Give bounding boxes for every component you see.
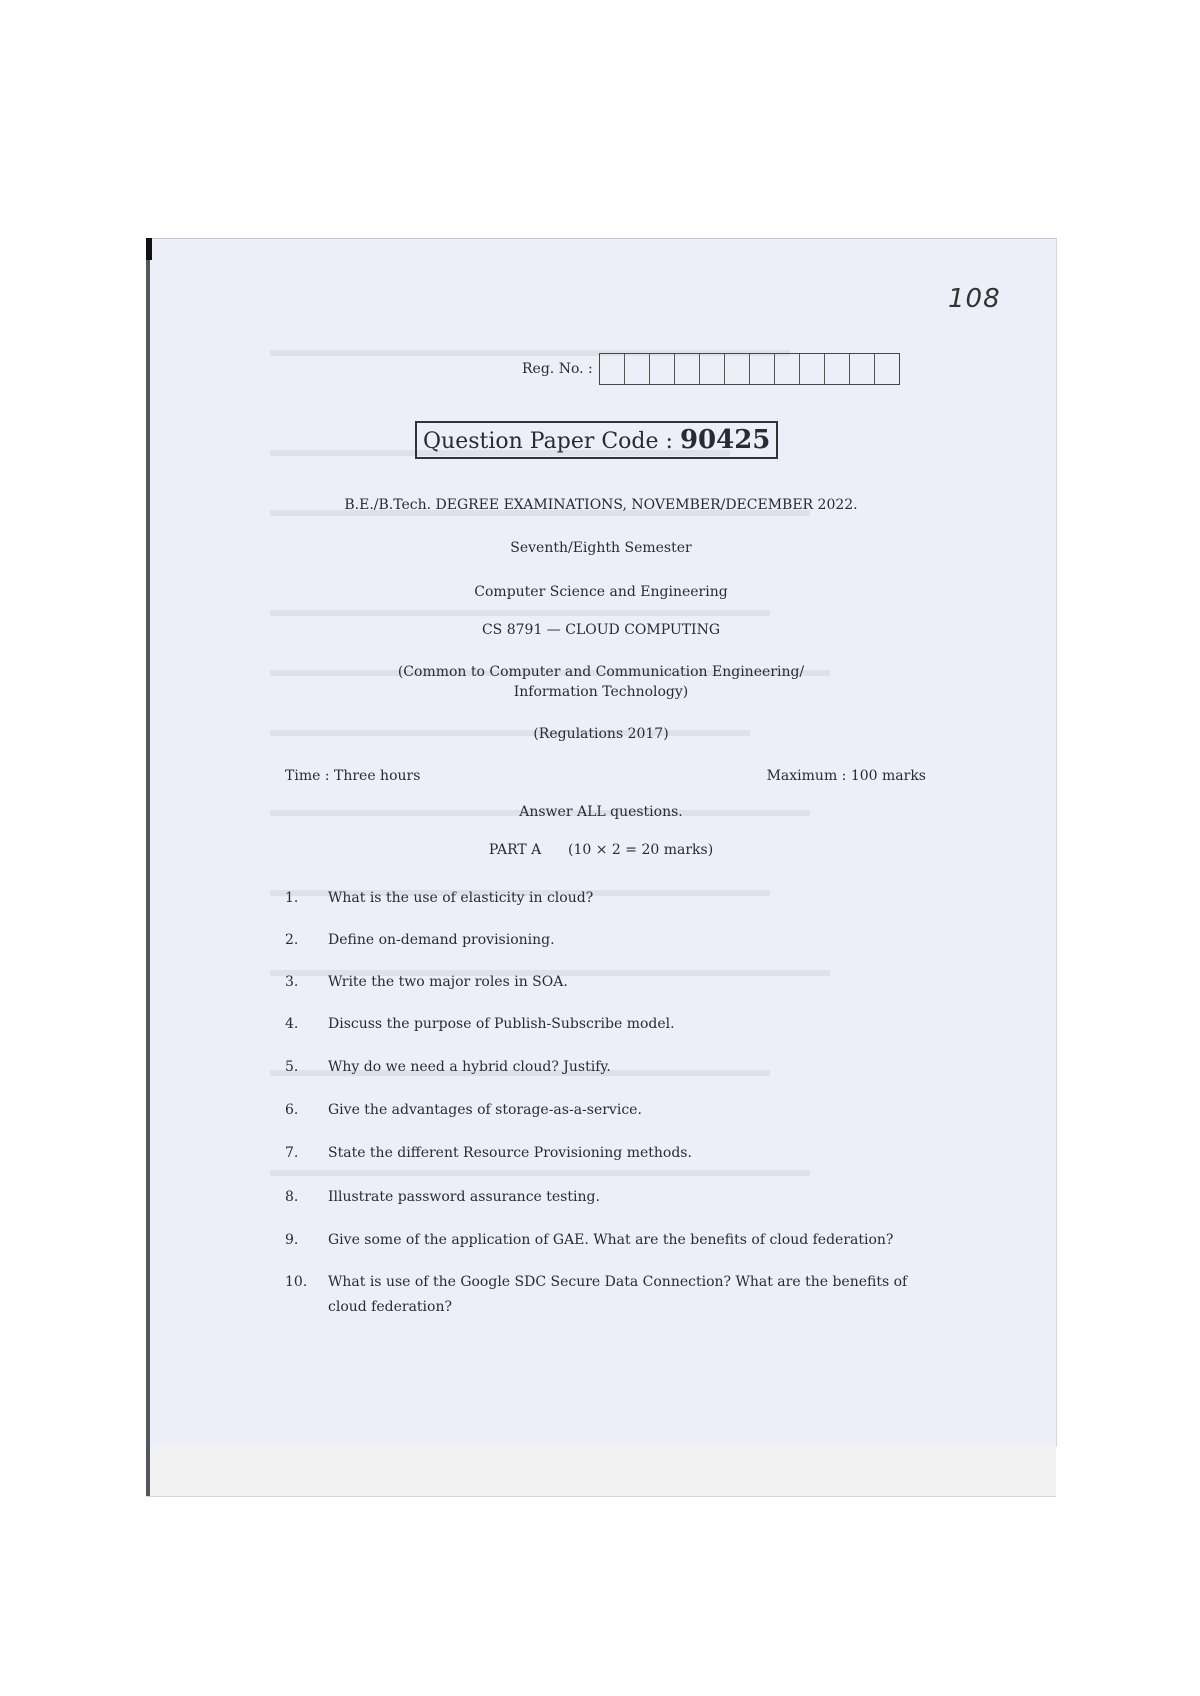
paper-code-label: Question Paper Code :: [423, 429, 673, 454]
reg-no-box: [800, 354, 825, 384]
question-text: Write the two major roles in SOA.: [328, 974, 568, 990]
instruction: Answer ALL questions.: [519, 804, 683, 820]
department: Computer Science and Engineering: [474, 584, 728, 600]
reg-no-box: [650, 354, 675, 384]
sheet-bottom-edge: [146, 1446, 1056, 1497]
reg-no-boxes: [599, 353, 900, 385]
question-item: [285, 970, 935, 995]
question-number: 9.: [285, 1232, 299, 1248]
question-number: 7.: [285, 1145, 299, 1161]
common-to-line-2: Information Technology): [513, 684, 689, 700]
part-a-heading: [146, 842, 1056, 858]
reg-no-box: [600, 354, 625, 384]
question-item: [285, 1270, 935, 1320]
handwritten-page-number: 108: [948, 284, 1001, 314]
reg-no-box: [850, 354, 875, 384]
question-number: 5.: [285, 1059, 299, 1075]
reg-no-box: [725, 354, 750, 384]
question-item: [285, 1141, 935, 1166]
question-text: Give the advantages of storage-as-a-service.: [328, 1102, 642, 1118]
question-number: 2.: [285, 932, 299, 948]
reg-no-label: Reg. No. :: [522, 361, 593, 377]
question-item: [285, 928, 935, 953]
question-text: What is use of the Google SDC Secure Data Connection? What are the benefits of cloud federation?: [328, 1274, 908, 1315]
reg-no-box: [775, 354, 800, 384]
question-paper-code-box: [415, 421, 778, 459]
reg-no-box: [750, 354, 775, 384]
part-a-marks: (10 × 2 = 20 marks): [568, 842, 714, 858]
exam-title: B.E./B.Tech. DEGREE EXAMINATIONS, NOVEMBER/DECEMBER 2022.: [344, 497, 858, 513]
question-text: What is the use of elasticity in cloud?: [328, 890, 594, 906]
course-title: CS 8791 — CLOUD COMPUTING: [481, 622, 721, 638]
question-number: 1.: [285, 890, 299, 906]
reg-no-row: [522, 353, 900, 385]
reg-no-box: [675, 354, 700, 384]
part-a-title: PART A: [488, 842, 542, 858]
semester: Seventh/Eighth Semester: [510, 540, 692, 556]
exam-duration: Time : Three hours: [285, 768, 421, 784]
reg-no-box: [825, 354, 850, 384]
question-text: Why do we need a hybrid cloud? Justify.: [328, 1059, 611, 1075]
question-text: Give some of the application of GAE. What are the benefits of cloud federation?: [328, 1232, 894, 1248]
reg-no-box: [700, 354, 725, 384]
maximum-marks: Maximum : 100 marks: [766, 768, 926, 784]
question-item: [285, 1098, 935, 1123]
question-text: Discuss the purpose of Publish-Subscribe model.: [328, 1016, 675, 1032]
question-number: 3.: [285, 974, 299, 990]
question-number: 4.: [285, 1016, 299, 1032]
question-item: [285, 1228, 935, 1253]
question-number: 8.: [285, 1189, 299, 1205]
question-item: [285, 1055, 935, 1080]
common-to-line-1: (Common to Computer and Communication Engineering/: [397, 664, 805, 680]
scan-edge-shadow: [146, 246, 150, 1496]
reg-no-box: [875, 354, 899, 384]
question-text: Illustrate password assurance testing.: [328, 1189, 600, 1205]
question-item: [285, 1185, 935, 1210]
scan-corner-mark: [146, 238, 152, 260]
question-item: [285, 886, 935, 911]
question-item: [285, 1012, 935, 1037]
paper-code-number: 90425: [679, 425, 771, 455]
question-number: 10.: [285, 1274, 308, 1290]
regulations: (Regulations 2017): [533, 726, 669, 742]
question-text: Define on-demand provisioning.: [328, 932, 555, 948]
question-number: 6.: [285, 1102, 299, 1118]
question-text: State the different Resource Provisioning methods.: [328, 1145, 692, 1161]
reg-no-box: [625, 354, 650, 384]
